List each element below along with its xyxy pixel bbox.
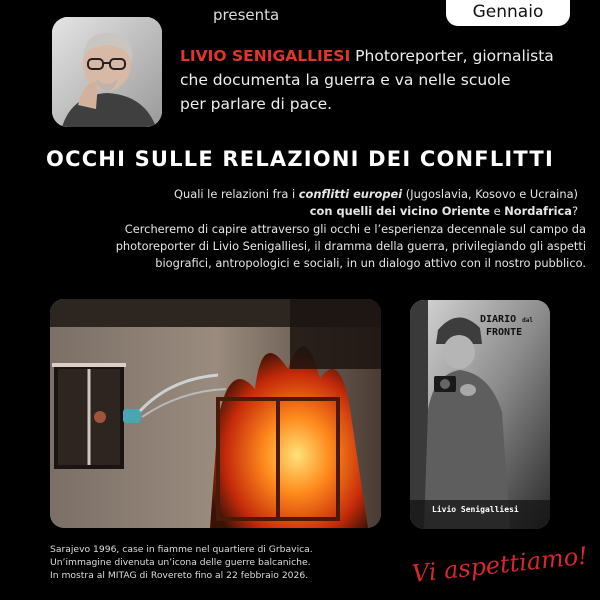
- caption-line-2: Un’immagine divenuta un’icona delle guerre balcaniche.: [50, 557, 311, 568]
- speaker-bio-line-2: che documenta la guerra e va nelle scuole: [180, 71, 511, 89]
- speaker-name: LIVIO SENIGALLIESI: [180, 47, 351, 65]
- question-suffix: (Jugoslavia, Kosovo e Ucraina): [402, 187, 578, 201]
- description-line-3: biografici, antropologici e sociali, in un dialogo attivo con il nostro pubblico.: [155, 256, 586, 270]
- diary-author: Livio Senigalliesi: [432, 505, 519, 514]
- description-body: [30, 221, 586, 272]
- month-badge: Gennaio: [446, 0, 570, 26]
- speaker-portrait: [52, 17, 162, 127]
- caption-line-3: In mostra al MITAG di Rovereto fino al 22 febbraio 2026.: [50, 570, 309, 581]
- diary-title: [480, 314, 533, 339]
- question2-prefix: con quelli dei vicino Oriente: [309, 204, 490, 218]
- question-prefix: Quali le relazioni fra i: [174, 187, 299, 201]
- presenta-label: presenta: [213, 6, 280, 24]
- caption-line-1: Sarajevo 1996, case in fiamme nel quartiere di Grbavica.: [50, 544, 313, 555]
- speaker-bio-line-3: per parlare di pace.: [180, 95, 333, 113]
- diary-title-word-2: FRONTE: [486, 327, 523, 338]
- description-question: [18, 186, 578, 220]
- speaker-bio: [180, 44, 580, 116]
- question2-bold: Nordafrica: [504, 204, 572, 218]
- description-line-1: Cercheremo di capire attraverso gli occhi e l’esperienza decennale sul campo da: [124, 222, 586, 236]
- question-emphasis: conflitti europei: [298, 187, 403, 201]
- event-title: OCCHI SULLE RELAZIONI DEI CONFLITTI: [46, 147, 554, 171]
- photo-caption: [50, 543, 390, 582]
- speaker-role: Photoreporter, giornalista: [350, 47, 554, 65]
- diary-title-word-1: DIARIO: [480, 314, 517, 325]
- description-line-2: photoreporter di Livio Senigalliesi, il dramma della guerra, privilegiando gli aspetti: [115, 239, 586, 253]
- question2-suffix: ?: [571, 204, 578, 218]
- diary-title-dal: dal: [522, 317, 533, 324]
- signoff-script: Vi aspettiamo!: [410, 541, 590, 588]
- burning-building-photo: [50, 299, 381, 528]
- question2-mid: e: [489, 204, 505, 218]
